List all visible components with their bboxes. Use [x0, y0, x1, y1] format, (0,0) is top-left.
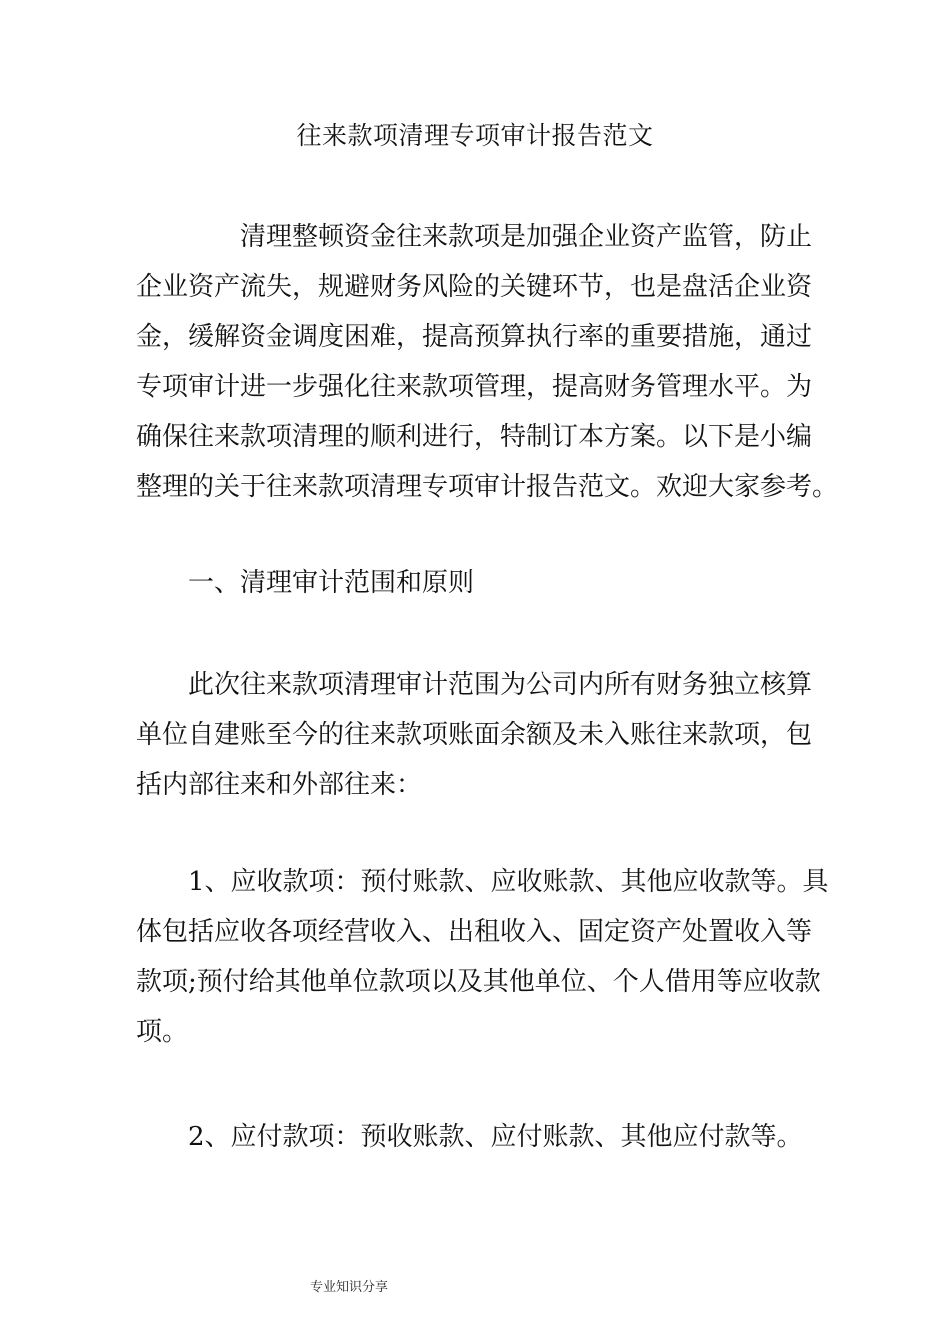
item-1-line: 体包括应收各项经营收入、出租收入、固定资产处置收入等	[136, 917, 813, 947]
item-1-line: 款项;预付给其他单位款项以及其他单位、个人借用等应收款	[136, 967, 821, 997]
scope-paragraph	[136, 660, 816, 810]
intro-line: 确保往来款项清理的顺利进行，特制订本方案。以下是小编	[136, 422, 813, 452]
intro-paragraph	[136, 212, 839, 512]
item-1-line: 1、应收款项：预付账款、应收账款、其他应收款等。具	[188, 867, 829, 897]
item-2-paragraph	[136, 1112, 816, 1162]
scope-line: 括内部往来和外部往来：	[136, 770, 423, 800]
intro-line: 清理整顿资金往来款项是加强企业资产监管，防止	[240, 222, 813, 252]
page-footer: 专业知识分享	[310, 1280, 389, 1295]
scope-line: 单位自建账至今的往来款项账面余额及未入账往来款项，包	[136, 720, 813, 750]
section-heading	[136, 558, 816, 608]
intro-line: 金，缓解资金调度困难，提高预算执行率的重要措施，通过	[136, 322, 813, 352]
intro-line: 专项审计进一步强化往来款项管理，提高财务管理水平。为	[136, 372, 813, 402]
section-heading-text: 一、清理审计范围和原则	[188, 568, 475, 598]
document-title: 往来款项清理专项审计报告范文	[296, 121, 654, 150]
intro-line: 企业资产流失，规避财务风险的关键环节，也是盘活企业资	[136, 272, 813, 302]
item-1-line: 项。	[136, 1017, 189, 1047]
scope-line: 此次往来款项清理审计范围为公司内所有财务独立核算	[188, 670, 813, 700]
item-2-line: 2、应付款项：预收账款、应付账款、其他应付款等。	[188, 1122, 803, 1152]
item-1-paragraph	[136, 857, 829, 1057]
intro-line: 整理的关于往来款项清理专项审计报告范文。欢迎大家参考。	[136, 472, 839, 502]
